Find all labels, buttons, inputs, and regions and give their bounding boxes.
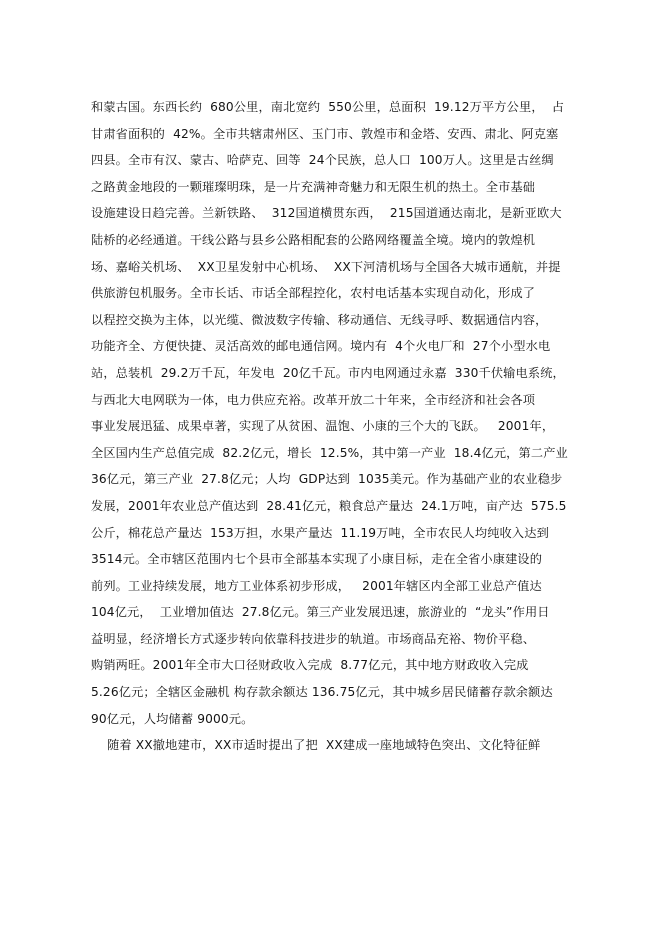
text-line: 事业发展迅猛、成果卓著，实现了从贫困、温饱、小康的三个大的飞跃。 2001年， [91,419,555,434]
text-line: 与西北大电网联为一体，电力供应充裕。改革开放二十年来，全市经济和社会各项 [91,392,536,407]
text-line: 90亿元，人均储蓄 9000元。 [91,711,254,726]
text-line: 前列。工业持续发展，地方工业体系初步形成， 2001年辖区内全部工业总产值达 [91,578,542,593]
text-line: 购销两旺。2001年全市大口径财政收入完成 8.77亿元，其中地方财政收入完成 [91,658,529,673]
text-line: 发展，2001年农业总产值达到 28.41亿元，粮食总产量达 24.1万吨，亩产达 575.5 [91,498,567,513]
text-line: 甘肃省面积的 42%。全市共辖肃州区、玉门市、敦煌市和金塔、安西、肃北、阿克塞 [91,126,559,141]
text-line: 全区国内生产总值完成 82.2亿元，增长 12.5%，其中第一产业 18.4亿元，第二产业 [91,445,568,460]
text-line: 公斤，棉花总产量达 153万担，水果产量达 11.19万吨，全市农民人均纯收入达到 [91,525,549,540]
text-line: 104亿元， 工业增加值达 27.8亿元。第三产业发展迅速，旅游业的 “龙头”作用日 [91,605,550,620]
text-line: 随着 XX撤地建市，XX市适时提出了把 XX建成一座地域特色突出、文化特征鲜 [91,738,541,753]
text-line: 益明显，经济增长方式逐步转向依靠科技进步的轨道。市场商品充裕、物价平稳、 [91,631,536,646]
text-line: 5.26亿元；全辖区金融机 构存款余额达 136.75亿元，其中城乡居民储蓄存款余额达 [91,685,553,700]
text-line: 以程控交换为主体，以光缆、微波数字传输、移动通信、无线寻呼、数据通信内容， [91,312,548,327]
text-line: 设施建设日趋完善。兰新铁路、 312国道横贯东西， 215国道通达南北，是新亚欧大 [91,206,562,221]
text-line: 站，总装机 29.2万千瓦，年发电 20亿千瓦。市内电网通过永嘉 330千伏输电系统， [91,365,565,380]
text-line: 3514元。全市辖区范围内七个县市全部基本实现了小康目标，走在全省小康建设的 [91,552,543,567]
text-line: 四县。全市有汉、蒙古、哈萨克、回等 24个民族，总人口 100万人。这里是古丝绸 [91,153,554,168]
text-line: 陆桥的必经通道。干线公路与县乡公路相配套的公路网络覆盖全境。境内的敦煌机 [91,232,536,247]
text-line: 供旅游包机服务。全市长话、市话全部程控化，农村电话基本实现自动化，形成了 [91,286,536,301]
text-line: 和蒙古国。东西长约 680公里，南北宽约 550公里，总面积 19.12万平方公里， 占 [91,100,565,114]
text-line: 功能齐全、方便快捷、灵活高效的邮电通信网。境内有 4个火电厂和 27个小型水电 [91,339,551,354]
text-line: 场、嘉峪关机场、 XX卫星发射中心机场、 XX下河清机场与全国各大城市通航，并提 [91,259,561,274]
text-line: 之路黄金地段的一颗璀璨明珠，是一片充满神奇魅力和无限生机的热土。全市基础 [91,179,536,194]
text-line: 36亿元，第三产业 27.8亿元；人均 GDP达到 1035美元。作为基础产业的农业稳步 [91,472,563,487]
body-text [91,94,575,759]
